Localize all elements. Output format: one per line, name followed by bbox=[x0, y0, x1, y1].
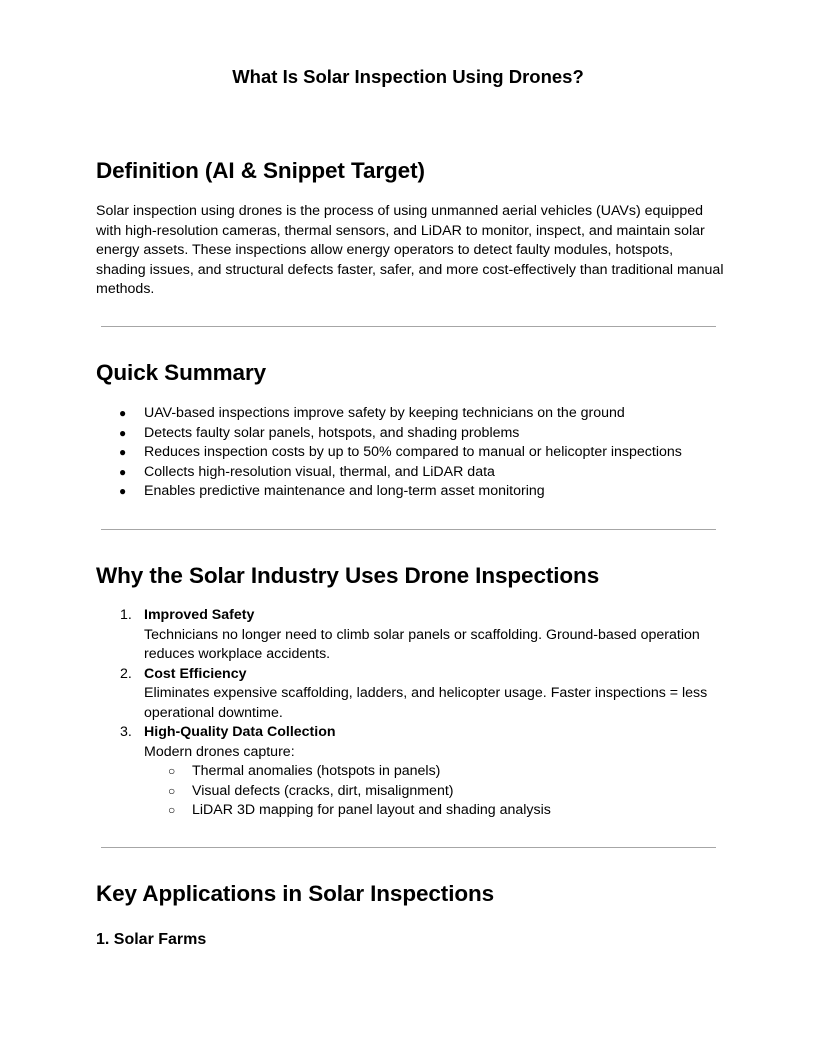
list-item bbox=[96, 463, 736, 483]
list-item-text: Reduces inspection costs by up to 50% compared to manual or helicopter inspections bbox=[144, 444, 682, 460]
item-body: Modern drones capture: bbox=[144, 743, 295, 760]
list-item bbox=[96, 404, 736, 424]
section-divider bbox=[101, 529, 716, 530]
item-title: Cost Efficiency bbox=[144, 665, 247, 682]
sub-list-item bbox=[144, 762, 736, 782]
item-title: High-Quality Data Collection bbox=[144, 724, 336, 740]
list-item bbox=[96, 424, 736, 444]
list-number: 3. bbox=[120, 724, 132, 740]
bullet-icon: ● bbox=[119, 464, 127, 479]
sub-list-item-text: LiDAR 3D mapping for panel layout and shading analysis bbox=[192, 802, 551, 818]
applications-heading: Key Applications in Solar Inspections bbox=[96, 881, 495, 906]
definition-paragraph: Solar inspection using drones is the process of using unmanned aerial vehicles (UAVs) equipped with high-resolution cameras, thermal sensors, and LiDAR to monitor, inspect, and maintain solar energy assets. These inspections allow energy operators to detect faulty modules, hotspots, shading issues, and structural defects faster, safer, and more cost-effectively than traditional manual methods. bbox=[96, 203, 724, 298]
item-body: Technicians no longer need to climb solar panels or scaffolding. Ground-based operation reduces workplace accidents. bbox=[144, 626, 700, 662]
sub-list bbox=[144, 762, 736, 821]
list-item bbox=[96, 723, 736, 821]
section-divider bbox=[101, 326, 716, 327]
list-item-text: UAV-based inspections improve safety by keeping technicians on the ground bbox=[144, 405, 625, 421]
why-heading: Why the Solar Industry Uses Drone Inspections bbox=[96, 563, 600, 588]
sub-list-item-text: Thermal anomalies (hotspots in panels) bbox=[192, 763, 441, 779]
bullet-icon: ● bbox=[119, 406, 127, 420]
bullet-icon: ● bbox=[119, 445, 127, 459]
list-item-text: Detects faulty solar panels, hotspots, and shading problems bbox=[144, 424, 520, 441]
list-item bbox=[96, 482, 736, 502]
list-number: 1. bbox=[120, 607, 132, 623]
circle-bullet-icon: ○ bbox=[168, 764, 176, 778]
section-divider bbox=[101, 847, 716, 848]
list-item bbox=[96, 665, 736, 724]
item-body: Eliminates expensive scaffolding, ladders, and helicopter usage. Faster inspections = less operational downtime. bbox=[144, 685, 708, 721]
list-item-text: Enables predictive maintenance and long-term asset monitoring bbox=[144, 483, 545, 499]
sub-list-item bbox=[144, 782, 736, 802]
list-item bbox=[96, 443, 736, 463]
sub-list-item-text: Visual defects (cracks, dirt, misalignment) bbox=[192, 782, 454, 799]
circle-bullet-icon: ○ bbox=[168, 803, 176, 817]
summary-heading: Quick Summary bbox=[96, 360, 267, 385]
list-item-text: Collects high-resolution visual, thermal, and LiDAR data bbox=[144, 463, 495, 480]
item-title: Improved Safety bbox=[144, 607, 255, 623]
summary-list bbox=[96, 404, 736, 502]
bullet-icon: ● bbox=[119, 484, 127, 498]
list-number: 2. bbox=[120, 665, 132, 682]
list-item bbox=[96, 606, 736, 665]
applications-subheading: 1. Solar Farms bbox=[96, 931, 207, 948]
why-list bbox=[96, 606, 736, 821]
bullet-icon: ● bbox=[119, 425, 127, 440]
circle-bullet-icon: ○ bbox=[168, 783, 176, 798]
sub-list-item bbox=[144, 801, 736, 821]
document-page bbox=[96, 0, 724, 1056]
document-title: What Is Solar Inspection Using Drones? bbox=[232, 66, 584, 87]
definition-heading: Definition (AI & Snippet Target) bbox=[96, 158, 425, 183]
